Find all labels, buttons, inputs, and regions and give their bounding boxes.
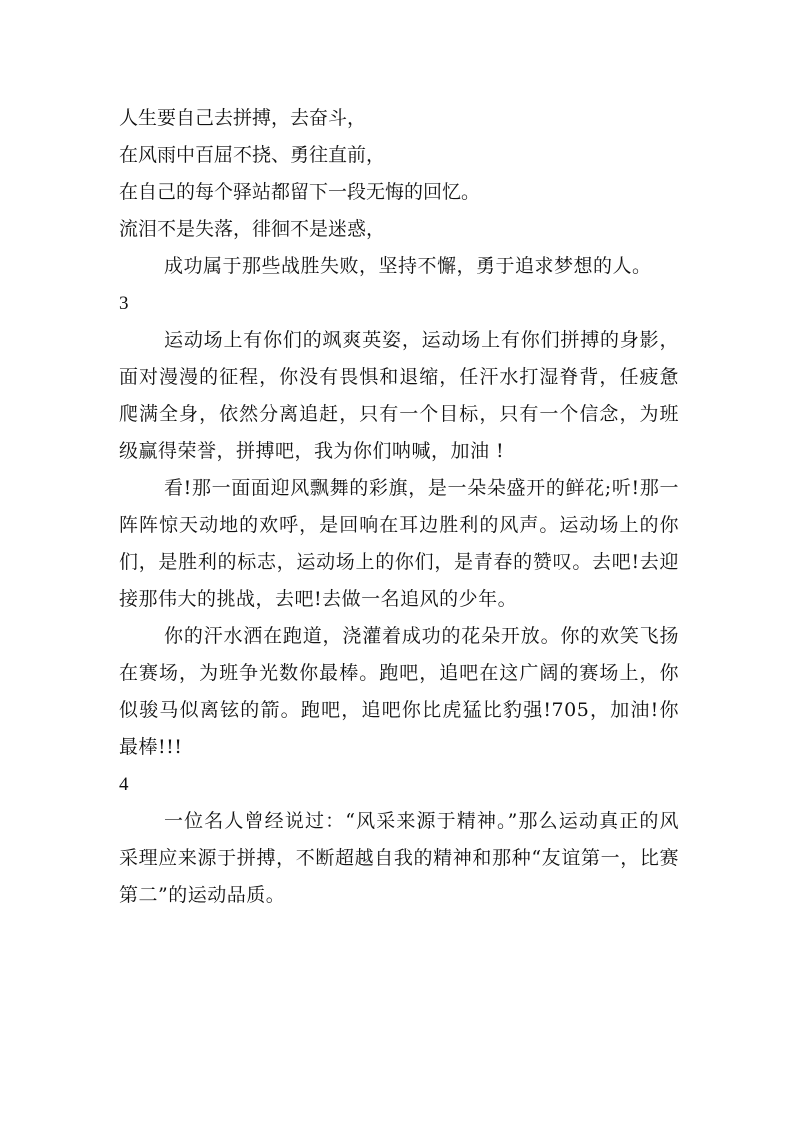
poem-line: 流泪不是失落，徘徊不是迷惑， [119, 218, 386, 240]
paragraph: 一位名人曾经说过：“风采来源于精神。”那么运动真正的风采理应来源于拼搏，不断超越自我的精神和那种“友谊第一，比赛第二”的运动品质。 [119, 810, 679, 906]
paragraph: 看!那一面面迎风飘舞的彩旗，是一朵朵盛开的鲜花;听!那一阵阵惊天动地的欢呼，是回响在耳边胜利的风声。运动场上的你们，是胜利的标志，运动场上的你们，是青春的赞叹。去吧!去迎接那伟大的挑战，去吧!去做一名追风的少年。 [119, 477, 679, 610]
section-number: 4 [119, 774, 129, 795]
poem-line: 在自己的每个驿站都留下一段无悔的回忆。 [119, 181, 481, 203]
paragraph: 运动场上有你们的飒爽英姿，运动场上有你们拼搏的身影，面对漫漫的征程，你没有畏惧和退缩，任汗水打湿脊背，任疲惫爬满全身，依然分离追赶，只有一个目标，只有一个信念，为班级赢得荣誉，拼搏吧，我为你们呐喊，加油 ! [119, 329, 679, 462]
paragraph: 你的汗水洒在跑道，浇灌着成功的花朵开放。你的欢笑飞扬在赛场，为班争光数你最棒。跑吧，追吧在这广阔的赛场上，你似骏马似离铉的箭。跑吧，追吧你比虎猛比豹强!705，加油!你最棒!!! [119, 625, 679, 758]
poem-line: 人生要自己去拼搏，去奋斗， [119, 107, 367, 129]
document-body [119, 100, 679, 914]
closing-paragraph: 成功属于那些战胜失败，坚持不懈，勇于追求梦想的人。 [164, 255, 652, 277]
poem-line: 在风雨中百屈不挠、勇往直前， [119, 144, 386, 166]
section-number: 3 [119, 293, 129, 314]
